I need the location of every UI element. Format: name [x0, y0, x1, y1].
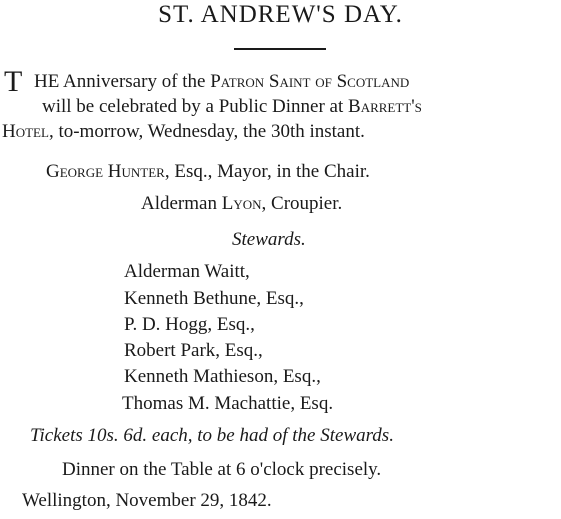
announcement-line-2 — [42, 97, 422, 116]
tickets-line: Tickets 10s. 6d. each, to be had of the Stewards. — [30, 425, 394, 446]
announcement-text: will be celebrated by a Public Dinner at — [42, 96, 349, 117]
stewards-heading: Stewards. — [232, 229, 306, 250]
advertisement-title: ST. ANDREW'S DAY. — [158, 1, 403, 28]
steward-name: Robert Park, Esq., — [124, 340, 263, 361]
croupier-prefix: Alderman — [141, 193, 222, 214]
dinner-time-line: Dinner on the Table at 6 o'clock precisely. — [62, 459, 382, 480]
chair-title: , Esq., Mayor, in the Chair. — [164, 161, 370, 182]
steward-name: P. D. Hogg, Esq., — [124, 314, 255, 335]
chair-name: George Hunter — [46, 161, 165, 182]
hotel-word: Hotel — [2, 121, 49, 142]
steward-name: Kenneth Bethune, Esq., — [124, 288, 304, 309]
croupier-line — [141, 194, 342, 213]
steward-name: Thomas M. Machattie, Esq. — [122, 393, 334, 414]
announcement-text: HE Anniversary of the — [34, 71, 211, 92]
announcement-line-3 — [2, 122, 365, 141]
steward-name: Kenneth Mathieson, Esq., — [124, 366, 321, 387]
chair-line — [46, 162, 370, 181]
patron-saint-text: Patron Saint of Scotland — [210, 71, 410, 92]
title-rule — [234, 48, 326, 50]
croupier-role: , Croupier. — [261, 193, 343, 214]
hotel-name: Barrett's — [348, 96, 422, 117]
announcement-line-1 — [34, 72, 409, 91]
steward-name: Alderman Waitt, — [124, 261, 250, 282]
croupier-name: Lyon — [221, 193, 262, 214]
drop-cap: T — [4, 65, 23, 98]
dateline: Wellington, November 29, 1842. — [22, 490, 272, 511]
announcement-text: , to-morrow, Wednesday, the 30th instant. — [48, 121, 365, 142]
